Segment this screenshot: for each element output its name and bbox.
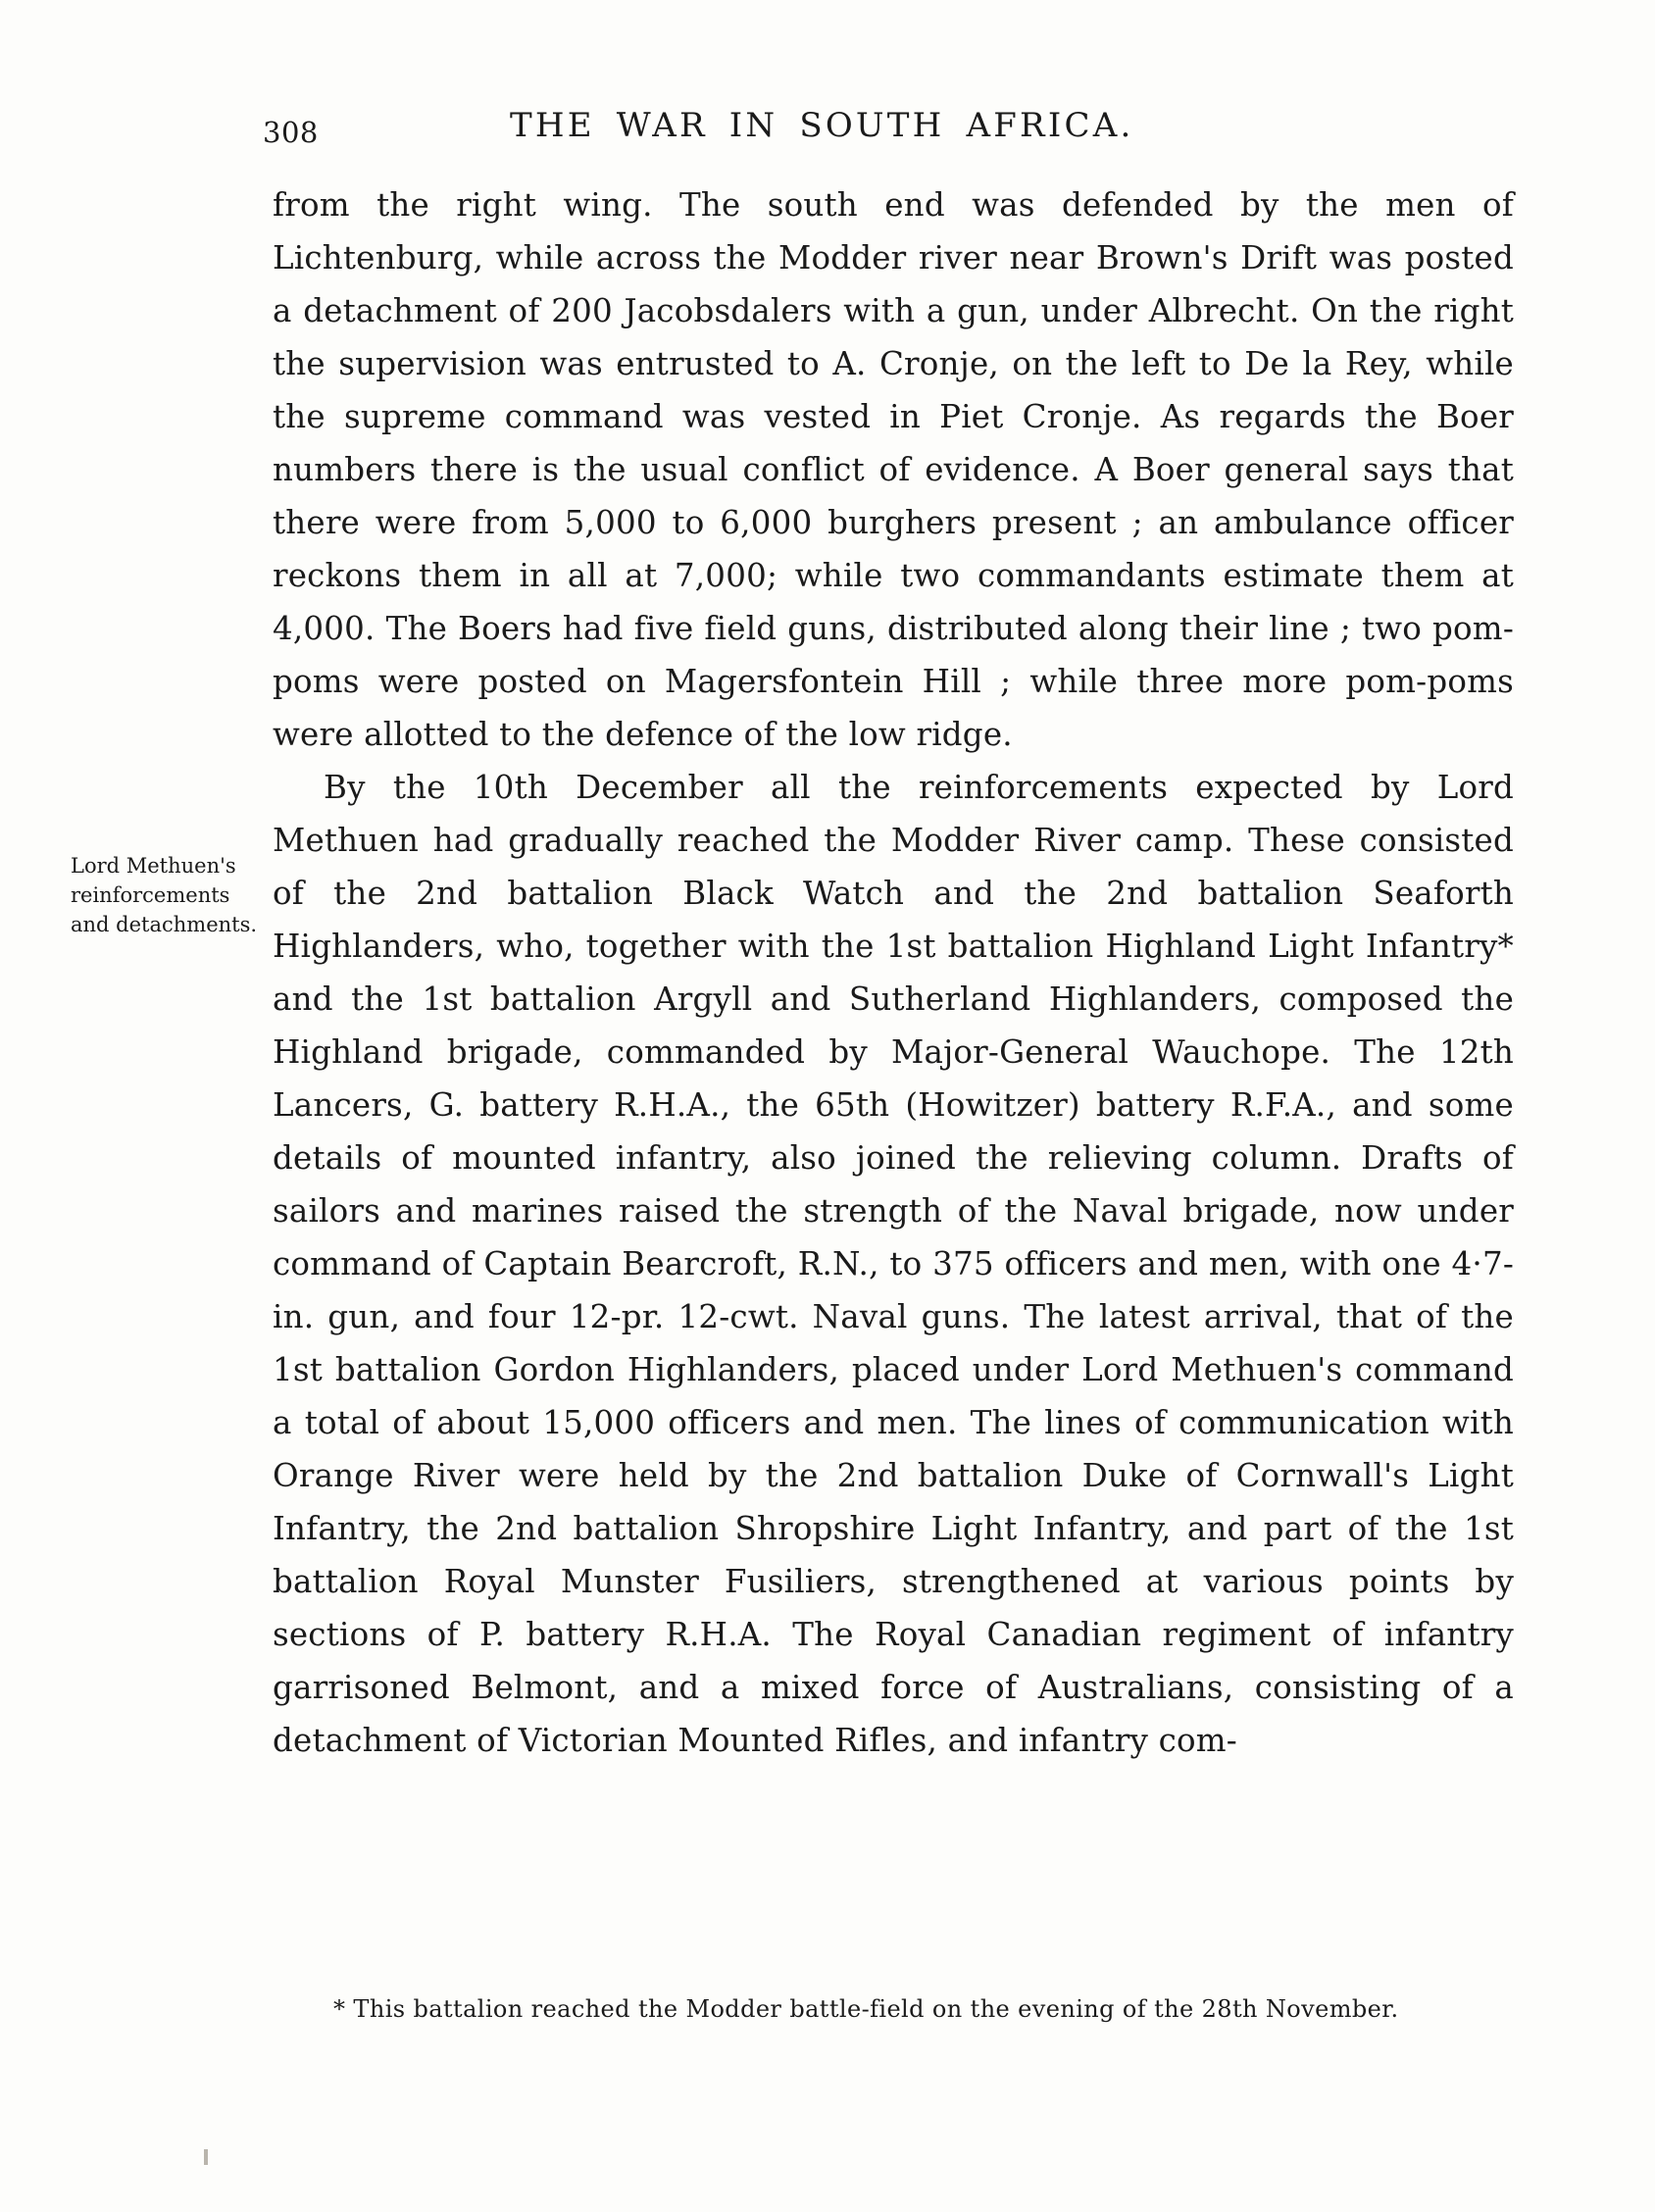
paragraph-continued bbox=[273, 178, 1514, 761]
page-bottom-mark bbox=[204, 2149, 208, 2165]
footnote-text: * This battalion reached the Modder battle-field on the evening of the 28th November. bbox=[333, 1995, 1399, 2023]
body-text bbox=[273, 178, 1514, 1767]
footnote bbox=[273, 1990, 1520, 2028]
page-header bbox=[0, 106, 1655, 155]
paragraph-2-text: By the 10th December all the reinforcements expected by Lord Methuen had gradually reached the Modder River camp. These consisted of the 2nd battalion Black Watch and the 2nd battalion Seaforth Highlanders, who, together with the 1st battalion Highland Light Infantry* and the 1st battalion Argyll and Sutherland Highlanders, composed the Highland brigade, commanded by Major-General Wauchope. The 12th Lancers, G. battery R.H.A., the 65th (Howitzer) battery R.F.A., and some details of mounted infantry, also joined the relieving column. Drafts of sailors and marines raised the strength of the Naval brigade, now under command of Captain Bearcroft, R.N., to 375 officers and men, with one 4·7-in. gun, and four 12-pr. 12-cwt. Naval guns. The latest arrival, that of the 1st battalion Gordon Highlanders, placed under Lord Methuen's command a total of about 15,000 officers and men. The lines of communication with Orange River were held by the 2nd battalion Duke of Cornwall's Light Infantry, the 2nd battalion Shropshire Light Infantry, and part of the 1st battalion Royal Munster Fusiliers, strengthened at various points by sections of P. battery R.H.A. The Royal Canadian regiment of infantry garrisoned Belmont, and a mixed force of Australians, consisting of a detachment of Victorian Mounted Rifles, and infantry com- bbox=[273, 769, 1514, 1759]
paragraph-reinforcements bbox=[273, 761, 1514, 1767]
running-head: THE WAR IN SOUTH AFRICA. bbox=[510, 106, 1134, 145]
page-number: 308 bbox=[263, 116, 319, 149]
marginal-note-text: Lord Methuen's reinforcements and detachments. bbox=[71, 854, 258, 936]
paragraph-1-text: from the right wing. The south end was defended by the men of Lichtenburg, while across the Modder river near Brown's Drift was posted a detachment of 200 Jacobsdalers with a gun, under Albrecht. On the right the supervision was entrusted to A. Cronje, on the left to De la Rey, while the supreme command was vested in Piet Cronje. As regards the Boer numbers there is the usual conflict of evidence. A Boer general says that there were from 5,000 to 6,000 burghers present ; an ambulance officer reckons them in all at 7,000; while two commandants estimate them at 4,000. The Boers had five field guns, distributed along their line ; two pom-poms were posted on Magersfontein Hill ; while three more pom-poms were allotted to the defence of the low ridge. bbox=[273, 186, 1514, 753]
marginal-note bbox=[71, 851, 263, 939]
